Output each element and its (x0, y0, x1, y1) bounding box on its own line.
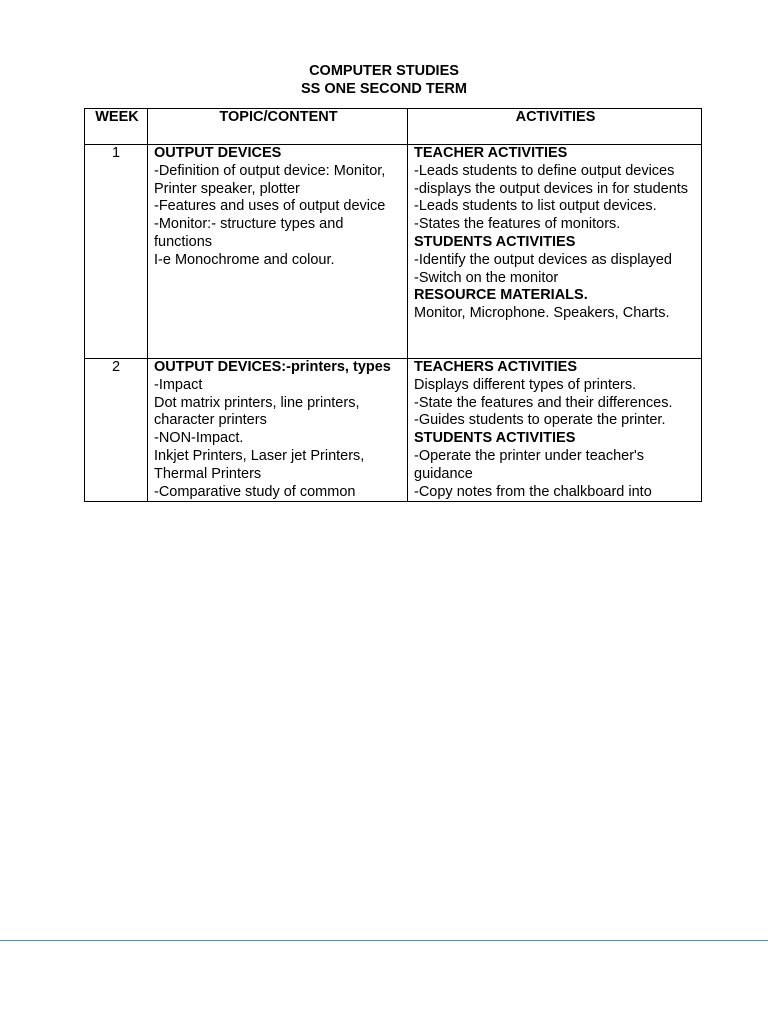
teacher-activities-heading: TEACHERS ACTIVITIES (414, 359, 578, 375)
week-number: 1 (85, 145, 148, 359)
topic-cell (148, 359, 408, 502)
scheme-of-work-table (84, 108, 702, 502)
topic-heading: OUTPUT DEVICES:-printers, types (154, 359, 391, 375)
header-activities: ACTIVITIES (408, 109, 702, 145)
activity-line: -Guides students to operate the printer. (414, 412, 666, 429)
resource-line: Monitor, Microphone. Speakers, Charts. (414, 305, 670, 322)
activity-line: -States the features of monitors. (414, 216, 621, 233)
footer-rule (0, 940, 768, 941)
activities-cell (408, 359, 702, 502)
topic-line: -Monitor:- structure types and functions (154, 216, 344, 250)
activity-line: -displays the output devices in for students (414, 180, 689, 197)
activity-line: -State the features and their differences. (414, 394, 673, 411)
title-term: SS ONE SECOND TERM (301, 80, 467, 97)
activity-line: -Identify the output devices as displayed (414, 251, 672, 268)
page-title (0, 63, 768, 98)
student-activities-heading: STUDENTS ACTIVITIES (414, 430, 576, 447)
topic-line: -Impact (154, 376, 203, 393)
activities-cell (408, 145, 702, 359)
table-row (85, 145, 702, 359)
topic-line: Dot matrix printers, line printers, character printers (154, 394, 360, 429)
topic-cell (148, 145, 408, 359)
header-week: WEEK (85, 109, 148, 145)
resource-materials-heading: RESOURCE MATERIALS. (414, 287, 588, 304)
topic-line: I-e Monochrome and colour. (154, 251, 335, 268)
activity-line: -Copy notes from the chalkboard into (414, 483, 652, 500)
topic-line: -NON-Impact. (154, 430, 244, 447)
header-topic: TOPIC/CONTENT (148, 109, 408, 145)
topic-line: Inkjet Printers, Laser jet Printers, Thermal Printers (154, 447, 365, 482)
activity-line: -Leads students to define output devices (414, 162, 675, 179)
table-header-row (85, 109, 702, 145)
title-subject: COMPUTER STUDIES (309, 63, 459, 79)
teacher-activities-heading: TEACHER ACTIVITIES (414, 145, 568, 161)
topic-line: -Definition of output device: Monitor, Printer speaker, plotter (154, 162, 386, 197)
topic-line: -Comparative study of common (154, 483, 356, 500)
activity-line: -Switch on the monitor (414, 269, 559, 286)
activity-line: Displays different types of printers. (414, 376, 637, 393)
topic-heading: OUTPUT DEVICES (154, 145, 282, 161)
student-activities-heading: STUDENTS ACTIVITIES (414, 233, 576, 250)
activity-line: -Operate the printer under teacher's guidance (414, 447, 645, 482)
topic-line: -Features and uses of output device (154, 198, 386, 215)
activity-line: -Leads students to list output devices. (414, 198, 657, 215)
table-row (85, 359, 702, 502)
week-number: 2 (85, 359, 148, 502)
